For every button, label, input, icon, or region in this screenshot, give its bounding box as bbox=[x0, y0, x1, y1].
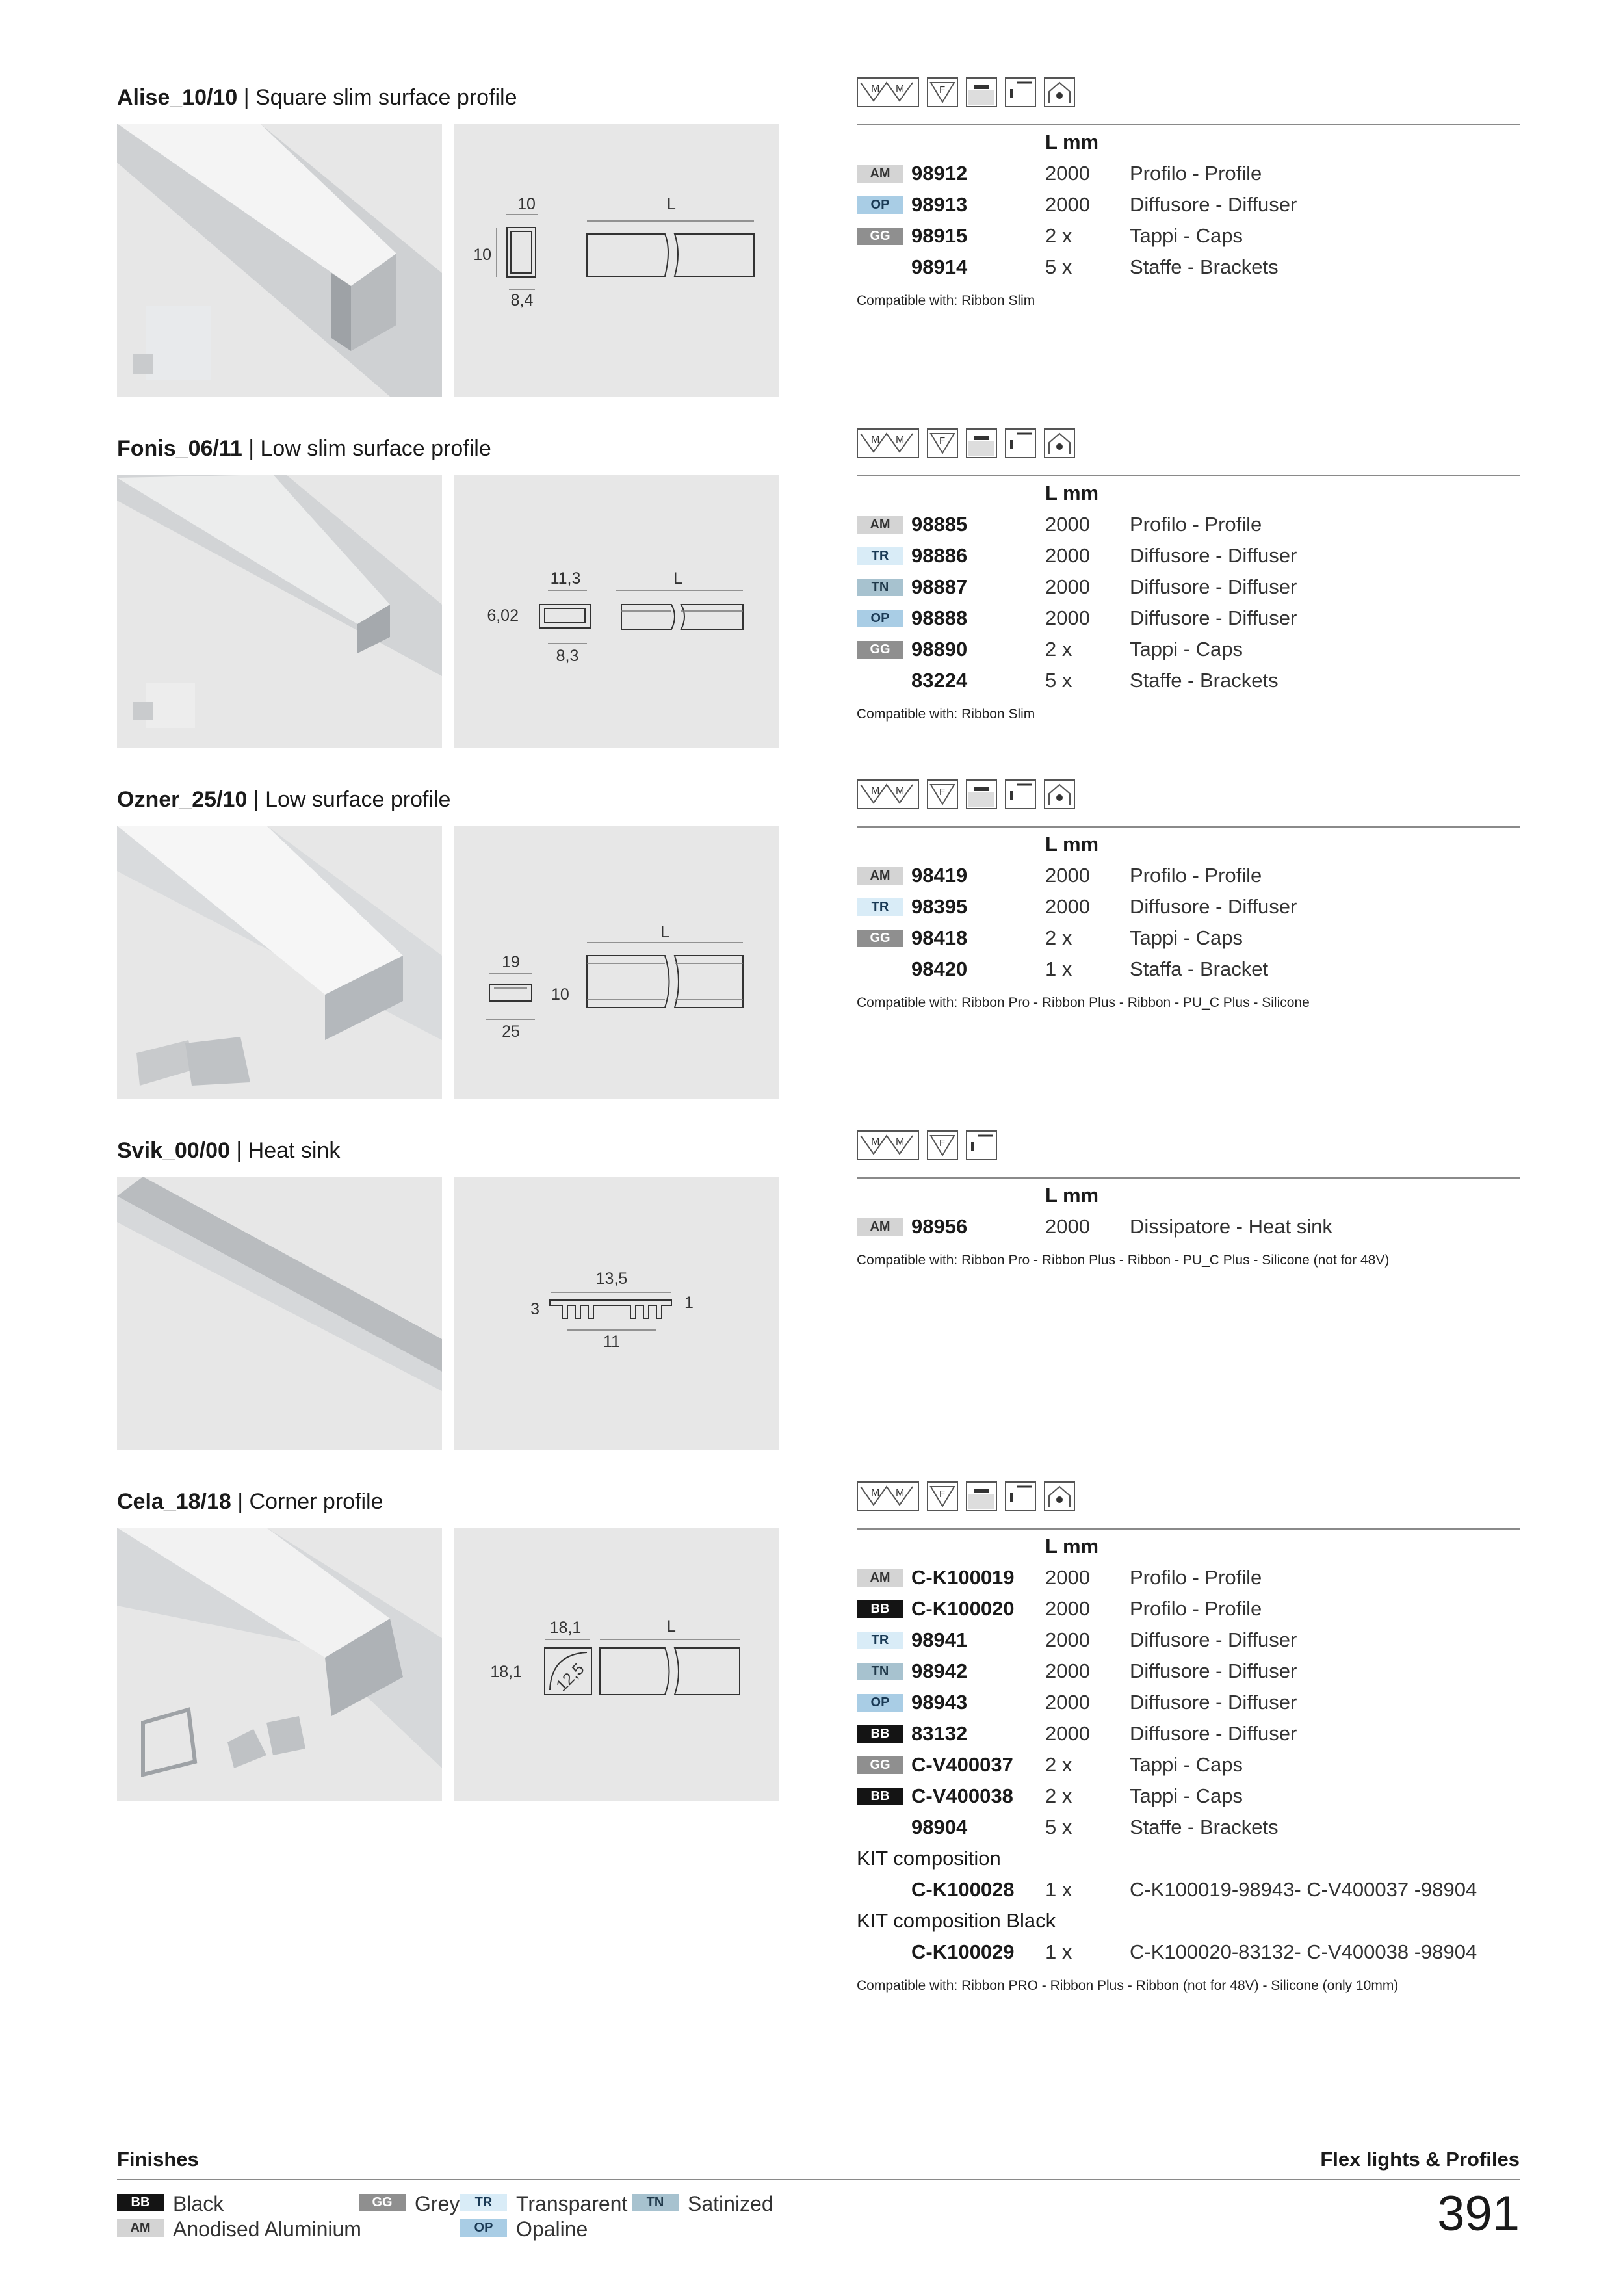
product-title bbox=[117, 1489, 383, 1515]
table-header bbox=[857, 828, 1520, 859]
table-row bbox=[857, 1592, 1520, 1623]
length-header: L mm bbox=[1045, 833, 1099, 855]
f-class-icon bbox=[927, 779, 958, 809]
product-description: Low surface profile bbox=[265, 787, 451, 812]
table-row bbox=[857, 1873, 1520, 1904]
svg-text:M: M bbox=[871, 1487, 880, 1498]
table-row bbox=[857, 508, 1520, 539]
item-description: Tappi - Caps bbox=[1130, 1784, 1243, 1807]
finish-badge: GG bbox=[359, 2194, 406, 2211]
item-description: Profilo - Profile bbox=[1130, 513, 1262, 536]
item-description: Diffusore - Diffuser bbox=[1130, 1628, 1297, 1651]
feature-icons bbox=[857, 77, 1075, 107]
table-row bbox=[857, 921, 1520, 952]
product-table bbox=[857, 1528, 1520, 2003]
table-row bbox=[857, 633, 1520, 664]
length-value: 2000 bbox=[1045, 544, 1090, 567]
product-photo bbox=[117, 826, 442, 1099]
finish-opaline bbox=[460, 2217, 588, 2241]
article-code: 98941 bbox=[911, 1628, 968, 1651]
table-row bbox=[857, 952, 1520, 984]
finish-black bbox=[117, 2192, 224, 2216]
svg-text:M: M bbox=[871, 434, 880, 445]
svg-text:F: F bbox=[939, 85, 946, 96]
mm-dimmer-icon bbox=[857, 428, 919, 458]
ip-rating-icon bbox=[1005, 77, 1036, 107]
length-value: 2000 bbox=[1045, 1691, 1090, 1714]
svg-text:10: 10 bbox=[473, 246, 491, 264]
item-description: Tappi - Caps bbox=[1130, 1753, 1243, 1776]
table-row bbox=[857, 1623, 1520, 1654]
profile-drawing bbox=[454, 826, 779, 1099]
finish-label: Black bbox=[173, 2192, 224, 2215]
category-title: Flex lights & Profiles bbox=[1320, 2148, 1520, 2171]
article-code: C-K100020 bbox=[911, 1597, 1015, 1620]
length-value: 2 x bbox=[1045, 638, 1072, 660]
feature-icons bbox=[857, 779, 1075, 809]
table-row bbox=[857, 1779, 1520, 1810]
table-row bbox=[857, 157, 1520, 188]
length-value: 2000 bbox=[1045, 1215, 1090, 1238]
profile-drawing bbox=[454, 1528, 779, 1801]
finish-transparent bbox=[460, 2192, 627, 2216]
article-code: 98914 bbox=[911, 255, 968, 278]
length-value: 2 x bbox=[1045, 224, 1072, 247]
finish-badge: TR bbox=[857, 898, 903, 916]
length-value: 2000 bbox=[1045, 607, 1090, 629]
table-row bbox=[857, 219, 1520, 250]
svg-text:F: F bbox=[939, 1489, 946, 1500]
finish-badge: GG bbox=[857, 641, 903, 659]
f-class-icon bbox=[927, 77, 958, 107]
finish-badge: GG bbox=[857, 228, 903, 245]
page-number: 391 bbox=[1437, 2186, 1520, 2241]
article-code: 98419 bbox=[911, 864, 968, 887]
product-name: Ozner_25/10 bbox=[117, 787, 248, 812]
kit-heading bbox=[857, 1842, 1520, 1873]
ip-rating-icon bbox=[1005, 779, 1036, 809]
length-value: 2000 bbox=[1045, 162, 1090, 185]
svg-text:11,3: 11,3 bbox=[550, 569, 581, 588]
article-code: 98885 bbox=[911, 513, 968, 536]
svg-text:8,4: 8,4 bbox=[510, 291, 534, 309]
article-code: 98420 bbox=[911, 958, 968, 980]
title-separator: | bbox=[229, 1138, 248, 1163]
compatibility-note: Compatible with: Ribbon Pro - Ribbon Plus - Ribbon - PU_C Plus - Silicone bbox=[857, 995, 1310, 1010]
item-description: Staffe - Brackets bbox=[1130, 1816, 1279, 1838]
profile-drawing bbox=[454, 124, 779, 397]
length-header: L mm bbox=[1045, 1535, 1099, 1558]
item-description: Diffusore - Diffuser bbox=[1130, 193, 1297, 216]
svg-text:M: M bbox=[871, 83, 880, 94]
svg-text:F: F bbox=[939, 787, 946, 798]
footer-divider bbox=[117, 2179, 1520, 2180]
led-strip-icon bbox=[1044, 1481, 1075, 1511]
ip-rating-icon bbox=[966, 1130, 997, 1160]
article-code: 98890 bbox=[911, 638, 968, 660]
mm-dimmer-icon bbox=[857, 779, 919, 809]
item-description: Diffusore - Diffuser bbox=[1130, 1691, 1297, 1714]
finish-label: Anodised Aluminium bbox=[173, 2217, 361, 2241]
svg-text:F: F bbox=[939, 1138, 946, 1149]
product-photo bbox=[117, 1177, 442, 1450]
article-code: 98942 bbox=[911, 1660, 968, 1682]
length-header: L mm bbox=[1045, 131, 1099, 153]
article-code: C-K100019 bbox=[911, 1566, 1015, 1589]
finishes-title: Finishes bbox=[117, 2148, 199, 2171]
item-description: Tappi - Caps bbox=[1130, 638, 1243, 660]
svg-text:8,3: 8,3 bbox=[556, 647, 579, 665]
svg-text:M: M bbox=[896, 1487, 905, 1498]
article-code: 98904 bbox=[911, 1816, 968, 1838]
svg-text:M: M bbox=[896, 785, 905, 796]
finish-label: Satinized bbox=[688, 2192, 773, 2215]
table-row bbox=[857, 601, 1520, 633]
finish-badge: AM bbox=[857, 1218, 903, 1236]
title-separator: | bbox=[247, 787, 266, 812]
article-code: 83224 bbox=[911, 669, 968, 692]
table-row bbox=[857, 859, 1520, 890]
mm-dimmer-icon bbox=[857, 1130, 919, 1160]
length-value: 2000 bbox=[1045, 513, 1090, 536]
surface-mount-icon bbox=[966, 77, 997, 107]
compatibility-note: Compatible with: Ribbon PRO - Ribbon Plus - Ribbon (not for 48V) - Silicone (only 10mm) bbox=[857, 1978, 1399, 1993]
svg-text:10: 10 bbox=[551, 985, 569, 1004]
svg-text:M: M bbox=[896, 434, 905, 445]
finish-badge: AM bbox=[857, 165, 903, 183]
finish-badge: TR bbox=[857, 1632, 903, 1649]
table-row bbox=[857, 539, 1520, 570]
surface-mount-icon bbox=[966, 1481, 997, 1511]
product-name: Svik_00/00 bbox=[117, 1138, 230, 1163]
item-description: Diffusore - Diffuser bbox=[1130, 575, 1297, 598]
surface-mount-icon bbox=[966, 428, 997, 458]
feature-icons bbox=[857, 428, 1075, 458]
item-description: Profilo - Profile bbox=[1130, 162, 1262, 185]
length-value: 2000 bbox=[1045, 1660, 1090, 1682]
ip-rating-icon bbox=[1005, 428, 1036, 458]
svg-text:18,1: 18,1 bbox=[549, 1619, 582, 1637]
title-separator: | bbox=[242, 436, 261, 461]
product-name: Alise_10/10 bbox=[117, 85, 238, 110]
length-value: 2000 bbox=[1045, 864, 1090, 887]
table-header bbox=[857, 476, 1520, 508]
finish-grey bbox=[359, 2192, 460, 2216]
svg-text:L: L bbox=[667, 195, 676, 213]
product-photo bbox=[117, 475, 442, 748]
item-description: Diffusore - Diffuser bbox=[1130, 1660, 1297, 1682]
product-title bbox=[117, 1138, 340, 1164]
svg-text:F: F bbox=[939, 436, 946, 447]
length-value: 2000 bbox=[1045, 193, 1090, 216]
svg-text:10: 10 bbox=[517, 195, 536, 213]
item-description: Tappi - Caps bbox=[1130, 224, 1243, 247]
svg-text:18,1: 18,1 bbox=[490, 1663, 522, 1681]
length-header: L mm bbox=[1045, 1184, 1099, 1207]
finish-label: Grey bbox=[415, 2192, 460, 2215]
svg-text:1: 1 bbox=[684, 1294, 694, 1312]
table-row bbox=[857, 890, 1520, 921]
item-description: Profilo - Profile bbox=[1130, 1597, 1262, 1620]
table-row bbox=[857, 1935, 1520, 1966]
length-value: 2000 bbox=[1045, 1722, 1090, 1745]
compatibility-note: Compatible with: Ribbon Slim bbox=[857, 707, 1035, 722]
finish-badge: AM bbox=[857, 1569, 903, 1587]
f-class-icon bbox=[927, 1130, 958, 1160]
finish-badge: BB bbox=[857, 1600, 903, 1618]
finish-badge: GG bbox=[857, 1756, 903, 1774]
kit-heading bbox=[857, 1904, 1520, 1935]
title-separator: | bbox=[231, 1489, 250, 1514]
led-strip-icon bbox=[1044, 428, 1075, 458]
product-name: Fonis_06/11 bbox=[117, 436, 242, 461]
length-value: 5 x bbox=[1045, 669, 1072, 692]
article-code: 98956 bbox=[911, 1215, 968, 1238]
svg-text:L: L bbox=[673, 569, 682, 588]
svg-text:25: 25 bbox=[502, 1023, 520, 1041]
length-value: 2000 bbox=[1045, 1566, 1090, 1589]
finish-badge: BB bbox=[117, 2194, 164, 2211]
finish-badge: BB bbox=[857, 1725, 903, 1743]
finish-badge: GG bbox=[857, 930, 903, 947]
title-separator: | bbox=[237, 85, 255, 110]
finish-badge: OP bbox=[857, 1694, 903, 1712]
finish-label: Transparent bbox=[516, 2192, 628, 2215]
svg-text:6,02: 6,02 bbox=[487, 607, 519, 625]
item-description: Profilo - Profile bbox=[1130, 864, 1262, 887]
svg-text:L: L bbox=[667, 1617, 676, 1636]
finish-label: Opaline bbox=[516, 2217, 588, 2241]
table-header bbox=[857, 125, 1520, 157]
finish-badge: TN bbox=[857, 1663, 903, 1680]
kit-label: KIT composition Black bbox=[857, 1909, 1056, 1932]
table-row bbox=[857, 1686, 1520, 1717]
article-code: 98395 bbox=[911, 895, 968, 918]
length-value: 1 x bbox=[1045, 1878, 1072, 1901]
product-table bbox=[857, 475, 1520, 731]
finish-badge: AM bbox=[857, 867, 903, 885]
finish-badge: AM bbox=[857, 516, 903, 534]
finish-badge: AM bbox=[117, 2219, 164, 2237]
article-code: 98887 bbox=[911, 575, 968, 598]
svg-text:M: M bbox=[896, 83, 905, 94]
finish-anodised bbox=[117, 2217, 361, 2241]
product-description: Low slim surface profile bbox=[260, 436, 491, 461]
product-table bbox=[857, 826, 1520, 1020]
length-value: 2000 bbox=[1045, 1628, 1090, 1651]
item-description: Dissipatore - Heat sink bbox=[1130, 1215, 1332, 1238]
item-description: Diffusore - Diffuser bbox=[1130, 607, 1297, 629]
feature-icons bbox=[857, 1481, 1075, 1511]
product-table bbox=[857, 1177, 1520, 1277]
ip-rating-icon bbox=[1005, 1481, 1036, 1511]
finish-badge: OP bbox=[460, 2219, 507, 2237]
length-header: L mm bbox=[1045, 482, 1099, 504]
article-code: C-K100028 bbox=[911, 1878, 1015, 1901]
table-row bbox=[857, 664, 1520, 695]
table-row bbox=[857, 250, 1520, 281]
item-description: C-K100020-83132- C-V400038 -98904 bbox=[1130, 1940, 1477, 1963]
item-description: Tappi - Caps bbox=[1130, 926, 1243, 949]
profile-drawing bbox=[454, 475, 779, 748]
svg-text:13,5: 13,5 bbox=[595, 1270, 628, 1288]
finish-badge: TN bbox=[632, 2194, 679, 2211]
finish-badge: BB bbox=[857, 1788, 903, 1805]
article-code: 98943 bbox=[911, 1691, 968, 1714]
table-row bbox=[857, 1561, 1520, 1592]
table-header bbox=[857, 1530, 1520, 1561]
article-code: 98913 bbox=[911, 193, 968, 216]
table-row bbox=[857, 1210, 1520, 1241]
length-value: 2 x bbox=[1045, 926, 1072, 949]
table-row bbox=[857, 1717, 1520, 1748]
finish-badge: OP bbox=[857, 196, 903, 214]
table-row bbox=[857, 570, 1520, 601]
item-description: Diffusore - Diffuser bbox=[1130, 1722, 1297, 1745]
table-row bbox=[857, 1748, 1520, 1779]
item-description: Profilo - Profile bbox=[1130, 1566, 1262, 1589]
svg-text:M: M bbox=[871, 1136, 880, 1147]
product-table bbox=[857, 124, 1520, 318]
led-strip-icon bbox=[1044, 779, 1075, 809]
product-name: Cela_18/18 bbox=[117, 1489, 231, 1514]
product-description: Square slim surface profile bbox=[255, 85, 517, 110]
length-value: 5 x bbox=[1045, 1816, 1072, 1838]
product-title bbox=[117, 85, 517, 111]
length-value: 1 x bbox=[1045, 958, 1072, 980]
table-row bbox=[857, 1810, 1520, 1842]
item-description: Diffusore - Diffuser bbox=[1130, 895, 1297, 918]
finish-badge: OP bbox=[857, 610, 903, 627]
length-value: 2000 bbox=[1045, 575, 1090, 598]
article-code: 83132 bbox=[911, 1722, 968, 1745]
item-description: Diffusore - Diffuser bbox=[1130, 544, 1297, 567]
article-code: C-V400037 bbox=[911, 1753, 1013, 1776]
finish-satinized bbox=[632, 2192, 773, 2216]
compatibility-note: Compatible with: Ribbon Pro - Ribbon Plus - Ribbon - PU_C Plus - Silicone (not for 48V) bbox=[857, 1253, 1390, 1268]
mm-dimmer-icon bbox=[857, 1481, 919, 1511]
svg-text:12,5: 12,5 bbox=[552, 1660, 588, 1695]
table-row bbox=[857, 188, 1520, 219]
svg-text:19: 19 bbox=[502, 953, 520, 971]
product-description: Heat sink bbox=[248, 1138, 341, 1163]
article-code: 98418 bbox=[911, 926, 968, 949]
kit-label: KIT composition bbox=[857, 1847, 1001, 1870]
finish-badge: TN bbox=[857, 579, 903, 596]
table-header bbox=[857, 1179, 1520, 1210]
feature-icons bbox=[857, 1130, 997, 1160]
product-title bbox=[117, 787, 450, 813]
svg-text:M: M bbox=[896, 1136, 905, 1147]
article-code: 98915 bbox=[911, 224, 968, 247]
product-description: Corner profile bbox=[249, 1489, 383, 1514]
item-description: Staffe - Brackets bbox=[1130, 669, 1279, 692]
item-description: C-K100019-98943- C-V400037 -98904 bbox=[1130, 1878, 1477, 1901]
profile-drawing bbox=[454, 1177, 779, 1450]
led-strip-icon bbox=[1044, 77, 1075, 107]
f-class-icon bbox=[927, 428, 958, 458]
table-row bbox=[857, 1654, 1520, 1686]
length-value: 2000 bbox=[1045, 895, 1090, 918]
product-title bbox=[117, 436, 491, 462]
surface-mount-icon bbox=[966, 779, 997, 809]
svg-text:11: 11 bbox=[603, 1333, 620, 1351]
finish-badge: TR bbox=[460, 2194, 507, 2211]
length-value: 2 x bbox=[1045, 1753, 1072, 1776]
length-value: 5 x bbox=[1045, 255, 1072, 278]
svg-text:3: 3 bbox=[530, 1300, 539, 1318]
article-code: C-K100029 bbox=[911, 1940, 1015, 1963]
article-code: 98912 bbox=[911, 162, 968, 185]
f-class-icon bbox=[927, 1481, 958, 1511]
compatibility-note: Compatible with: Ribbon Slim bbox=[857, 293, 1035, 308]
finish-badge: TR bbox=[857, 547, 903, 565]
length-value: 1 x bbox=[1045, 1940, 1072, 1963]
mm-dimmer-icon bbox=[857, 77, 919, 107]
article-code: 98888 bbox=[911, 607, 968, 629]
length-value: 2000 bbox=[1045, 1597, 1090, 1620]
article-code: 98886 bbox=[911, 544, 968, 567]
item-description: Staffe - Brackets bbox=[1130, 255, 1279, 278]
svg-text:L: L bbox=[660, 923, 669, 941]
svg-text:M: M bbox=[871, 785, 880, 796]
article-code: C-V400038 bbox=[911, 1784, 1013, 1807]
length-value: 2 x bbox=[1045, 1784, 1072, 1807]
product-photo bbox=[117, 124, 442, 397]
item-description: Staffa - Bracket bbox=[1130, 958, 1269, 980]
product-photo bbox=[117, 1528, 442, 1801]
